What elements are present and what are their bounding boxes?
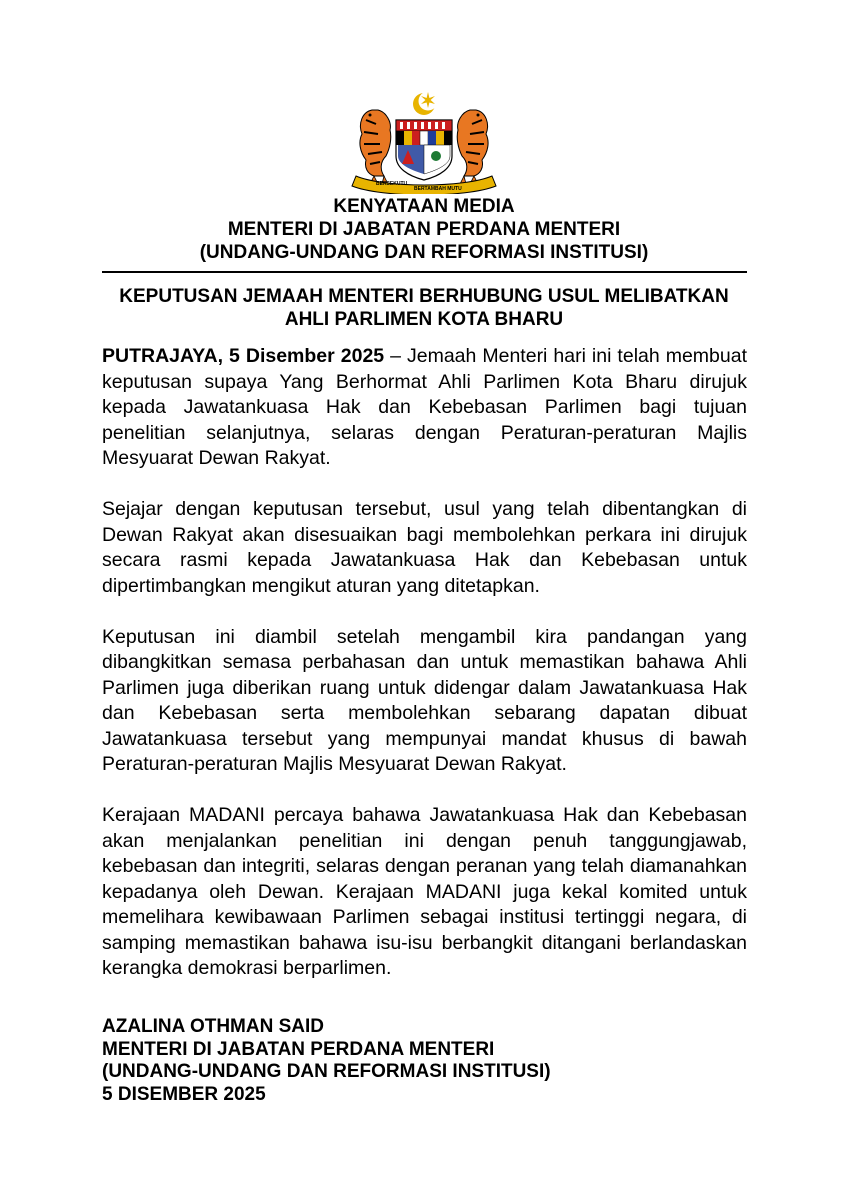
header-ministry: MENTERI DI JABATAN PERDANA MENTERI	[227, 219, 621, 240]
right-tiger-icon	[457, 110, 488, 184]
malaysia-coat-of-arms-icon	[344, 90, 504, 194]
paragraph-1-text: – Jemaah Menteri hari ini telah membuat keputusan supaya Yang Berhormat Ahli Parlimen Kota Bharu dirujuk kepada Jawatankuasa Hak dan Kebebasan Parlimen bagi tujuan penelitian selanjutnya, selaras dengan Peraturan-peraturan Majlis Mesyuarat Dewan Rakyat.	[102, 345, 748, 469]
paragraph-3: Keputusan ini diambil setelah mengambil kira pandangan yang dibangkitkan semasa perbahasan dan untuk memastikan bahawa Ahli Parlimen juga diberikan ruang untuk didengar dalam Jawatankuasa Hak dan Kebebasan serta membolehkan sebarang dapatan dibuat Jawatankuasa tersebut yang mempunyai mandat khusus di bawah Peraturan-peraturan Majlis Mesyuarat Dewan Rakyat.	[102, 625, 747, 775]
signatory-portfolio: (UNDANG-UNDANG DAN REFORMASI INSTITUSI)	[102, 1061, 551, 1082]
signatory-name: AZALINA OTHMAN SAID	[102, 1016, 324, 1037]
motto-left-text: BERSEKUTU	[376, 181, 408, 187]
crescent-star-icon	[413, 92, 438, 116]
paragraph-2: Sejajar dengan keputusan tersebut, usul yang telah dibentangkan di Dewan Rakyat akan disesuaikan bagi membolehkan perkara ini dirujuk secara rasmi kepada Jawatankuasa Hak dan Kebebasan untuk dipertimbangkan mengikut aturan yang ditetapkan.	[102, 498, 747, 597]
subject-line-2: AHLI PARLIMEN KOTA BHARU	[284, 309, 564, 330]
left-tiger-icon	[360, 110, 391, 184]
statement-subject	[100, 285, 748, 331]
signature-block	[102, 1016, 551, 1106]
subject-line-1: KEPUTUSAN JEMAAH MENTERI BERHUBUNG USUL MELIBATKAN	[119, 286, 729, 307]
header-divider	[102, 271, 747, 273]
paragraph-1	[102, 344, 747, 472]
header-title: KENYATAAN MEDIA	[333, 196, 515, 217]
statement-header	[100, 195, 748, 264]
header-portfolio: (UNDANG-UNDANG DAN REFORMASI INSTITUSI)	[199, 242, 649, 263]
motto-right-text: BERTAMBAH MUTU	[414, 186, 462, 192]
dateline: PUTRAJAYA, 5 Disember 2025	[102, 345, 385, 367]
signature-date: 5 DISEMBER 2025	[102, 1083, 266, 1105]
shield-icon	[396, 120, 452, 180]
signatory-title: MENTERI DI JABATAN PERDANA MENTERI	[102, 1038, 495, 1060]
paragraph-4: Kerajaan MADANI percaya bahawa Jawatankuasa Hak dan Kebebasan akan menjalankan penelitian ini dengan penuh tanggungjawab, kebebasan dan integriti, selaras dengan peranan yang telah diamanahkan kepadanya oleh Dewan. Kerajaan MADANI juga kekal komited untuk memelihara kewibawaan Parlimen sebagai institusi tertinggi negara, di samping memastikan bahawa isu-isu berbangkit ditangani berlandaskan kerangka demokrasi berparlimen.	[102, 804, 747, 979]
statement-body	[102, 344, 747, 1007]
